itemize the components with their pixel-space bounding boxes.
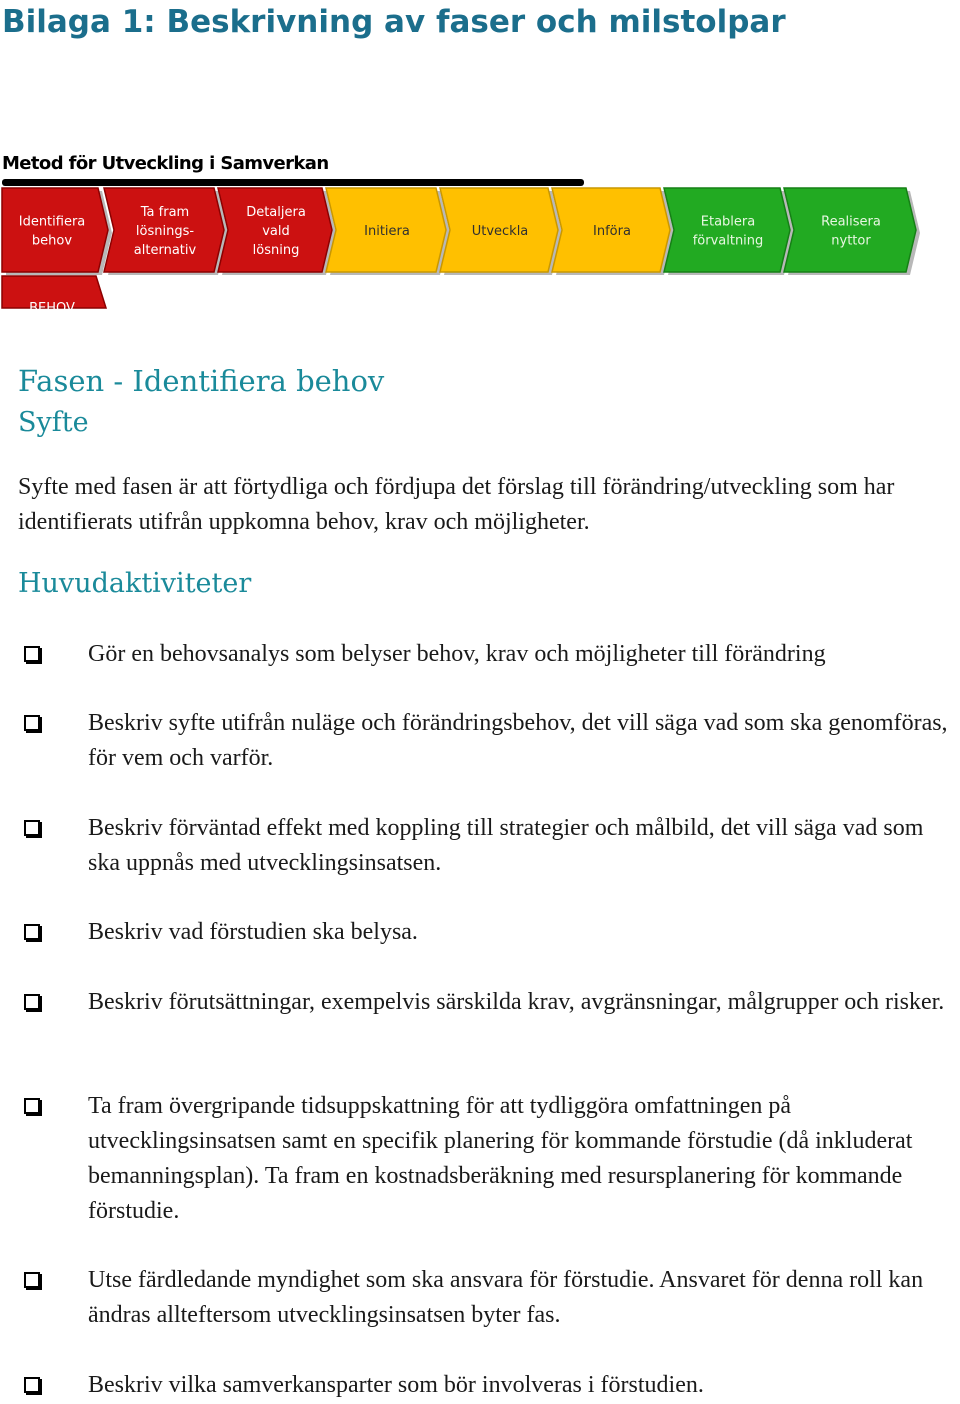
activity-text: Ta fram övergripande tidsuppskattning för att tydliggöra omfattningen på utvecklingsinsatsen samt en specifik planering för kommande förstudie (då inkluderat bemanningsplan). Ta fram en kostnadsberäkning med resursplanering för kommande förstudie. [88,1093,913,1224]
phase-chevron [784,188,916,272]
phase-label: Utveckla [471,224,529,239]
phase-diagram [0,186,912,316]
checkbox-icon [24,924,40,940]
activity-text: Beskriv vilka samverkansparter som bör involveras i förstudien. [88,1372,704,1398]
phase-heading: Fasen - Identifiera behov [18,364,385,398]
checkbox-icon [24,820,40,836]
checkbox-icon [24,1377,40,1393]
checkbox-icon [24,715,40,731]
phase-label: Ta fram [140,205,190,220]
phase-label-partial: BEHOV [29,301,75,316]
activity-text: Beskriv syfte utifrån nuläge och förändringsbehov, det vill säga vad som ska genomföras, för vem och varför. [88,710,948,771]
phase-label: Detaljera [246,205,306,220]
phase-label: Etablera [700,214,756,230]
phase-label: Realisera [821,214,881,230]
diagram-caption: Metod för Utveckling i Samverkan [2,153,329,174]
phase-label: lösning [252,243,300,258]
activity-text: Utse färdledande myndighet som ska ansvara för förstudie. Ansvaret för denna roll kan ändras allteftersom utvecklingsinsatsen byter fas. [88,1267,924,1328]
checkbox-icon [24,994,40,1010]
purpose-heading: Syfte [18,407,89,438]
activities-heading: Huvudaktiviteter [18,568,252,599]
phase-label: Initiera [364,224,410,239]
checkbox-icon [24,646,40,662]
phase-chevron [664,188,790,272]
phase-label: Införa [593,224,631,239]
document-title: Bilaga 1: Beskrivning av faser och milstolpar [2,4,786,40]
phase-chevron [2,188,108,272]
phase-label: vald [262,224,290,239]
activity-text: Beskriv förväntad effekt med koppling till strategier och målbild, det vill säga vad som ska uppnås med utvecklingsinsatsen. [88,815,924,876]
activity-text: Beskriv förutsättningar, exempelvis särskilda krav, avgränsningar, målgrupper och risker. [88,989,945,1015]
caption-underline [2,179,584,186]
activity-text: Beskriv vad förstudien ska belysa. [88,919,418,945]
phase-label: behov [31,233,73,249]
activity-text: Gör en behovsanalys som belyser behov, krav och möjligheter till förändring [88,641,826,667]
checkbox-icon [24,1098,40,1114]
phase-label: förvaltning [692,233,764,249]
phase-label: lösnings- [135,224,195,239]
phase-label: Identifiera [18,214,86,230]
phase-label: alternativ [133,243,197,258]
phase-label: nyttor [831,233,871,249]
checkbox-icon [24,1272,40,1288]
purpose-text: Syfte med fasen är att förtydliga och fördjupa det förslag till förändring/utveckling som har identifierats utifrån uppkomna behov, krav och möjligheter. [18,474,895,535]
